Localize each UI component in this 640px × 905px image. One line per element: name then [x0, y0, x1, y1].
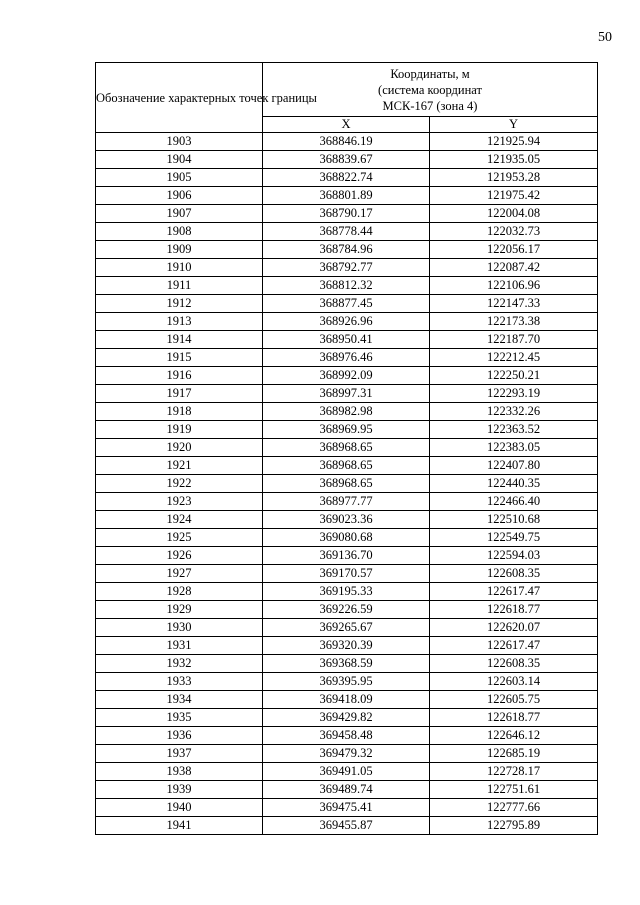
table-row: [96, 583, 598, 601]
y-cell: 122106.96: [430, 277, 598, 295]
table-row: [96, 655, 598, 673]
table-row: [96, 205, 598, 223]
y-cell: 122293.19: [430, 385, 598, 403]
y-cell: 122685.19: [430, 745, 598, 763]
x-cell: 368926.96: [263, 313, 430, 331]
y-cell: 122056.17: [430, 241, 598, 259]
x-cell: 368877.45: [263, 295, 430, 313]
coordinates-column-header: [263, 63, 598, 117]
point-cell: 1927: [96, 565, 263, 583]
y-cell: 122646.12: [430, 727, 598, 745]
point-cell: 1933: [96, 673, 263, 691]
point-cell: 1918: [96, 403, 263, 421]
coordinates-title-line1: Координаты, м: [390, 66, 470, 81]
table-row: [96, 565, 598, 583]
x-cell: 368778.44: [263, 223, 430, 241]
point-cell: 1922: [96, 475, 263, 493]
x-cell: 369395.95: [263, 673, 430, 691]
point-column-header: Обозначение характерных точек границы: [96, 63, 263, 133]
point-cell: 1916: [96, 367, 263, 385]
point-cell: 1910: [96, 259, 263, 277]
x-cell: 369475.41: [263, 799, 430, 817]
table-row: [96, 691, 598, 709]
x-cell: 369265.67: [263, 619, 430, 637]
point-cell: 1938: [96, 763, 263, 781]
x-cell: 369136.70: [263, 547, 430, 565]
point-cell: 1912: [96, 295, 263, 313]
y-cell: 122363.52: [430, 421, 598, 439]
y-cell: 122594.03: [430, 547, 598, 565]
y-cell: 122510.68: [430, 511, 598, 529]
table-row: [96, 295, 598, 313]
y-cell: 122617.47: [430, 583, 598, 601]
point-cell: 1907: [96, 205, 263, 223]
y-column-header: Y: [430, 117, 598, 133]
point-cell: 1935: [96, 709, 263, 727]
y-cell: 122777.66: [430, 799, 598, 817]
point-cell: 1932: [96, 655, 263, 673]
y-cell: 121953.28: [430, 169, 598, 187]
table-row: [96, 673, 598, 691]
table-row: [96, 331, 598, 349]
table-row: [96, 187, 598, 205]
coordinates-table: [95, 62, 598, 835]
point-cell: 1930: [96, 619, 263, 637]
table-row: [96, 367, 598, 385]
table-row: [96, 277, 598, 295]
x-cell: 368992.09: [263, 367, 430, 385]
x-cell: 369320.39: [263, 637, 430, 655]
y-cell: 122608.35: [430, 565, 598, 583]
table-row: [96, 475, 598, 493]
x-cell: 369458.48: [263, 727, 430, 745]
point-cell: 1921: [96, 457, 263, 475]
point-cell: 1906: [96, 187, 263, 205]
x-cell: 368846.19: [263, 133, 430, 151]
point-cell: 1915: [96, 349, 263, 367]
x-cell: 369226.59: [263, 601, 430, 619]
x-cell: 368822.74: [263, 169, 430, 187]
table-row: [96, 619, 598, 637]
point-cell: 1934: [96, 691, 263, 709]
point-cell: 1911: [96, 277, 263, 295]
point-cell: 1925: [96, 529, 263, 547]
x-cell: 368997.31: [263, 385, 430, 403]
table-row: [96, 385, 598, 403]
x-cell: 368812.32: [263, 277, 430, 295]
y-cell: 122605.75: [430, 691, 598, 709]
table-row: [96, 601, 598, 619]
y-cell: 122751.61: [430, 781, 598, 799]
x-cell: 369491.05: [263, 763, 430, 781]
x-cell: 368801.89: [263, 187, 430, 205]
point-cell: 1924: [96, 511, 263, 529]
table-row: [96, 493, 598, 511]
point-cell: 1923: [96, 493, 263, 511]
x-cell: 368976.46: [263, 349, 430, 367]
x-cell: 369455.87: [263, 817, 430, 835]
table-row: [96, 529, 598, 547]
table-row: [96, 781, 598, 799]
x-cell: 368839.67: [263, 151, 430, 169]
table-row: [96, 511, 598, 529]
x-cell: 368969.95: [263, 421, 430, 439]
point-cell: 1904: [96, 151, 263, 169]
y-cell: 122173.38: [430, 313, 598, 331]
point-cell: 1913: [96, 313, 263, 331]
table-row: [96, 745, 598, 763]
x-cell: 368982.98: [263, 403, 430, 421]
table-row: [96, 421, 598, 439]
x-cell: 369418.09: [263, 691, 430, 709]
table-body: [96, 133, 598, 835]
y-cell: 121975.42: [430, 187, 598, 205]
point-cell: 1931: [96, 637, 263, 655]
y-cell: 122608.35: [430, 655, 598, 673]
x-cell: 368968.65: [263, 457, 430, 475]
point-cell: 1905: [96, 169, 263, 187]
x-cell: 369429.82: [263, 709, 430, 727]
y-cell: 122603.14: [430, 673, 598, 691]
point-cell: 1919: [96, 421, 263, 439]
point-cell: 1937: [96, 745, 263, 763]
coordinates-title-line2: (система координат: [378, 82, 482, 97]
x-cell: 368792.77: [263, 259, 430, 277]
table-row: [96, 637, 598, 655]
y-cell: 122087.42: [430, 259, 598, 277]
x-cell: 368968.65: [263, 439, 430, 457]
table-row: [96, 151, 598, 169]
y-cell: 122187.70: [430, 331, 598, 349]
table-row: [96, 241, 598, 259]
point-cell: 1909: [96, 241, 263, 259]
x-cell: 368950.41: [263, 331, 430, 349]
y-cell: 122466.40: [430, 493, 598, 511]
y-cell: 122332.26: [430, 403, 598, 421]
x-cell: 369489.74: [263, 781, 430, 799]
y-cell: 122032.73: [430, 223, 598, 241]
y-cell: 122250.21: [430, 367, 598, 385]
y-cell: 122440.35: [430, 475, 598, 493]
y-cell: 122617.47: [430, 637, 598, 655]
table-row: [96, 349, 598, 367]
y-cell: 122407.80: [430, 457, 598, 475]
x-cell: 369023.36: [263, 511, 430, 529]
table-row: [96, 817, 598, 835]
x-cell: 368784.96: [263, 241, 430, 259]
y-cell: 121925.94: [430, 133, 598, 151]
table-row: [96, 403, 598, 421]
point-cell: 1926: [96, 547, 263, 565]
y-cell: 122549.75: [430, 529, 598, 547]
x-column-header: X: [263, 117, 430, 133]
x-cell: 368790.17: [263, 205, 430, 223]
x-cell: 368977.77: [263, 493, 430, 511]
x-cell: 369080.68: [263, 529, 430, 547]
coordinates-title-line3: МСК-167 (зона 4): [382, 98, 478, 113]
table-row: [96, 547, 598, 565]
point-cell: 1914: [96, 331, 263, 349]
y-cell: 122383.05: [430, 439, 598, 457]
page-number: 50: [598, 30, 612, 45]
table-row: [96, 133, 598, 151]
point-cell: 1941: [96, 817, 263, 835]
point-cell: 1903: [96, 133, 263, 151]
table-row: [96, 223, 598, 241]
y-cell: 122618.77: [430, 709, 598, 727]
y-cell: 122728.17: [430, 763, 598, 781]
x-cell: 369195.33: [263, 583, 430, 601]
y-cell: 122795.89: [430, 817, 598, 835]
point-cell: 1936: [96, 727, 263, 745]
x-cell: 369368.59: [263, 655, 430, 673]
table-row: [96, 709, 598, 727]
y-cell: 122147.33: [430, 295, 598, 313]
point-cell: 1939: [96, 781, 263, 799]
y-cell: 122618.77: [430, 601, 598, 619]
point-cell: 1917: [96, 385, 263, 403]
x-cell: 369170.57: [263, 565, 430, 583]
table-row: [96, 727, 598, 745]
point-cell: 1940: [96, 799, 263, 817]
table-row: [96, 457, 598, 475]
point-cell: 1908: [96, 223, 263, 241]
table-row: [96, 763, 598, 781]
table-row: [96, 169, 598, 187]
table-row: [96, 259, 598, 277]
y-cell: 122212.45: [430, 349, 598, 367]
table-row: [96, 439, 598, 457]
y-cell: 122004.08: [430, 205, 598, 223]
y-cell: 121935.05: [430, 151, 598, 169]
table-row: [96, 799, 598, 817]
point-cell: 1929: [96, 601, 263, 619]
point-cell: 1920: [96, 439, 263, 457]
x-cell: 369479.32: [263, 745, 430, 763]
table-row: [96, 313, 598, 331]
x-cell: 368968.65: [263, 475, 430, 493]
point-cell: 1928: [96, 583, 263, 601]
y-cell: 122620.07: [430, 619, 598, 637]
